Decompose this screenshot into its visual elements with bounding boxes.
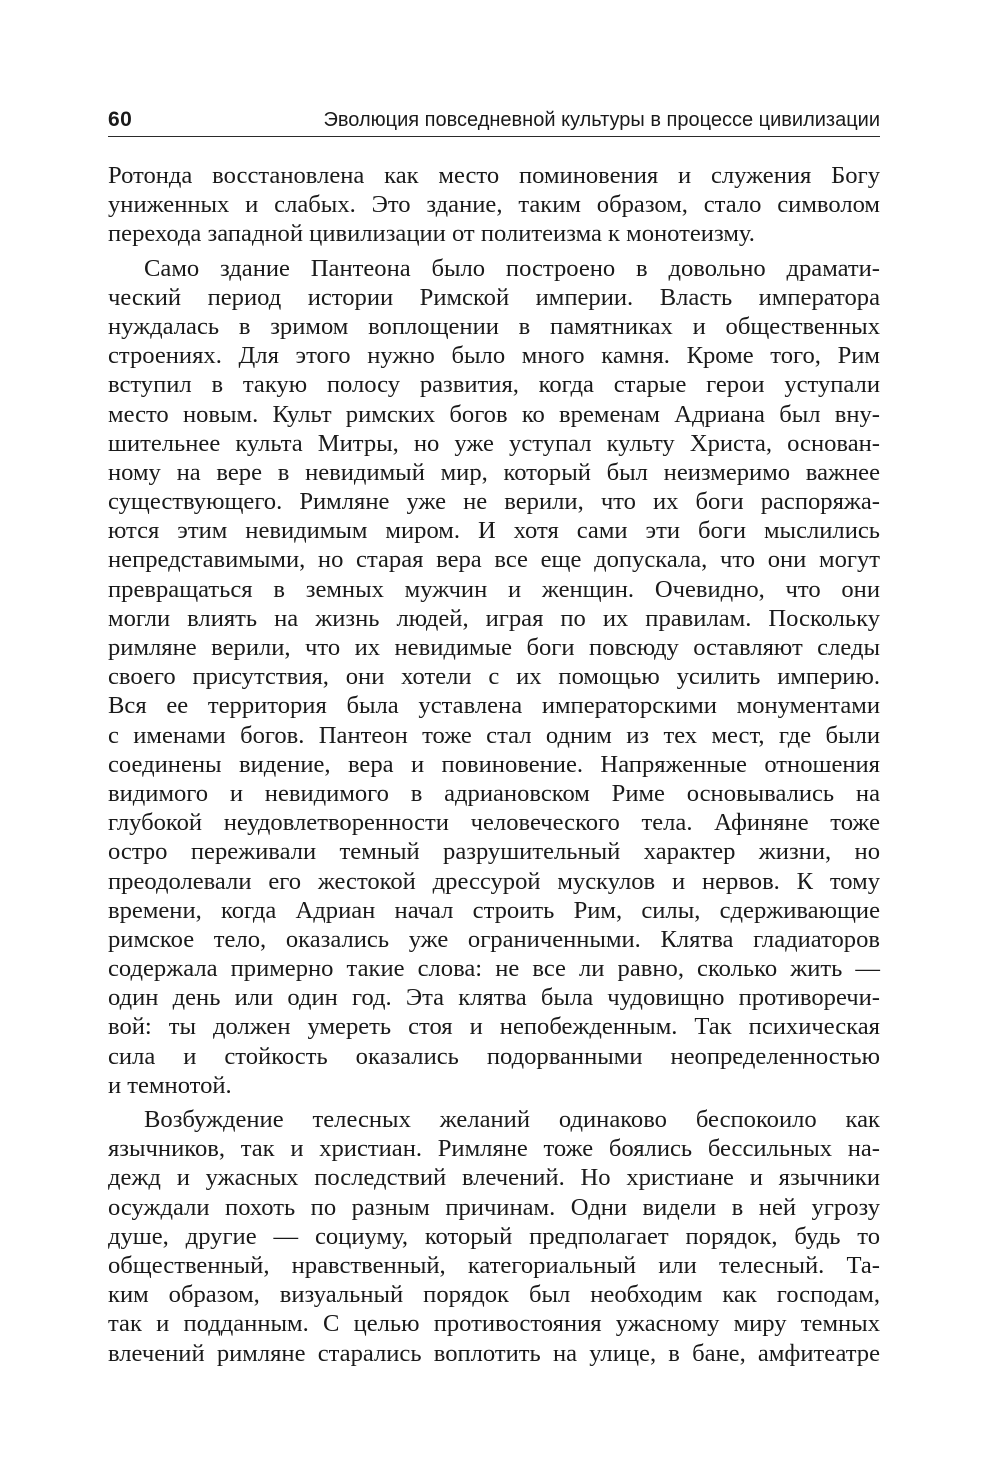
text-line: существующего. Римляне уже не верили, что их боги распоряжа- bbox=[108, 488, 880, 516]
text-line: и темнотой. bbox=[108, 1071, 232, 1099]
text-line: времени, когда Адриан начал строить Рим, силы, сдерживающие bbox=[108, 896, 880, 924]
text-line: ному на вере в невидимый мир, который был неизмеримо важнее bbox=[108, 458, 880, 486]
text-line: общественный, нравственный, категориальный или телесный. Та- bbox=[108, 1251, 880, 1279]
text-line: вой: ты должен умереть стоя и непобежденным. Так психическая bbox=[108, 1013, 880, 1041]
text-line: Ротонда восстановлена как место поминовения и служения Богу bbox=[108, 162, 880, 189]
text-line: влечений римляне старались воплотить на улице, в бане, амфитеатре bbox=[108, 1339, 880, 1367]
text-line: превращаться в земных мужчин и женщин. Очевидно, что они bbox=[108, 575, 880, 603]
text-line: униженных и слабых. Это здание, таким образом, стало символом bbox=[108, 191, 880, 219]
text-line: нуждалась в зримом воплощении в памятниках и общественных bbox=[108, 312, 880, 340]
text-line: Возбуждение телесных желаний одинаково беспокоило как bbox=[144, 1106, 880, 1133]
text-line: сила и стойкость оказались подорванными неопределенностью bbox=[108, 1042, 880, 1070]
text-line: дежд и ужасных последствий влечений. Но христиане и язычники bbox=[108, 1164, 880, 1192]
text-line: Вся ее территория была уставлена императорскими монументами bbox=[108, 692, 880, 720]
text-line: перехода западной цивилизации от политеизма к монотеизму. bbox=[108, 220, 755, 248]
text-line: римляне верили, что их невидимые боги повсюду оставляют следы bbox=[108, 634, 880, 661]
text-line: преодолевали его жестокой дрессурой мускулов и нервов. К тому bbox=[108, 867, 880, 895]
running-header bbox=[108, 100, 880, 137]
running-header-title: Эволюция повседневной культуры в процессе цивилизации bbox=[323, 109, 880, 131]
paragraph bbox=[108, 254, 880, 1100]
text-line: соединены видение, вера и повиновение. Напряженные отношения bbox=[108, 750, 880, 778]
text-line: строениях. Для этого нужно было много камня. Кроме того, Рим bbox=[108, 342, 880, 370]
text-line: ются этим невидимым миром. И хотя сами эти боги мыслились bbox=[108, 517, 880, 545]
text-line: язычников, так и христиан. Римляне тоже боялись бессильных на- bbox=[108, 1135, 880, 1163]
paragraph bbox=[108, 1105, 880, 1368]
text-line: глубокой неудовлетворенности человеческого тела. Афиняне тоже bbox=[108, 809, 880, 837]
text-line: душе, другие — социуму, который предполагает порядок, будь то bbox=[108, 1222, 880, 1250]
text-line: видимого и невидимого в адриановском Риме основывались на bbox=[108, 779, 880, 807]
body-text bbox=[108, 161, 880, 1368]
text-line: римское тело, оказались уже ограниченными. Клятва гладиаторов bbox=[108, 925, 880, 953]
text-line: Само здание Пантеона было построено в довольно драмати- bbox=[144, 254, 880, 282]
text-line: один день или один год. Эта клятва была чудовищно противоречи- bbox=[108, 984, 880, 1012]
text-line: содержала примерно такие слова: не все ли равно, сколько жить — bbox=[108, 955, 880, 983]
text-line: ческий период истории Римской империи. Власть императора bbox=[108, 283, 880, 311]
text-line: могли влиять на жизнь людей, играя по их правилам. Поскольку bbox=[108, 604, 880, 632]
text-line: непредставимыми, но старая вера все еще допускала, что они могут bbox=[108, 546, 880, 574]
page-number: 60 bbox=[108, 108, 133, 131]
text-line: с именами богов. Пантеон тоже стал одним из тех мест, где были bbox=[108, 721, 880, 749]
text-line: ким образом, визуальный порядок был необходим как господам, bbox=[108, 1281, 880, 1309]
text-line: так и подданным. С целью противостояния ужасному миру темных bbox=[108, 1310, 880, 1338]
text-line: остро переживали темный разрушительный характер жизни, но bbox=[108, 838, 880, 866]
paragraph bbox=[108, 161, 880, 249]
text-line: место новым. Культ римских богов ко временам Адриана был вну- bbox=[108, 400, 880, 428]
text-line: осуждали похоть по разным причинам. Одни видели в ней угрозу bbox=[108, 1193, 880, 1221]
text-line: шительнее культа Митры, но уже уступал культу Христа, основан- bbox=[108, 429, 880, 457]
text-line: своего присутствия, они хотели с их помощью усилить империю. bbox=[108, 663, 880, 691]
text-line: вступил в такую полосу развития, когда старые герои уступали bbox=[108, 371, 880, 399]
book-page bbox=[108, 100, 880, 1373]
